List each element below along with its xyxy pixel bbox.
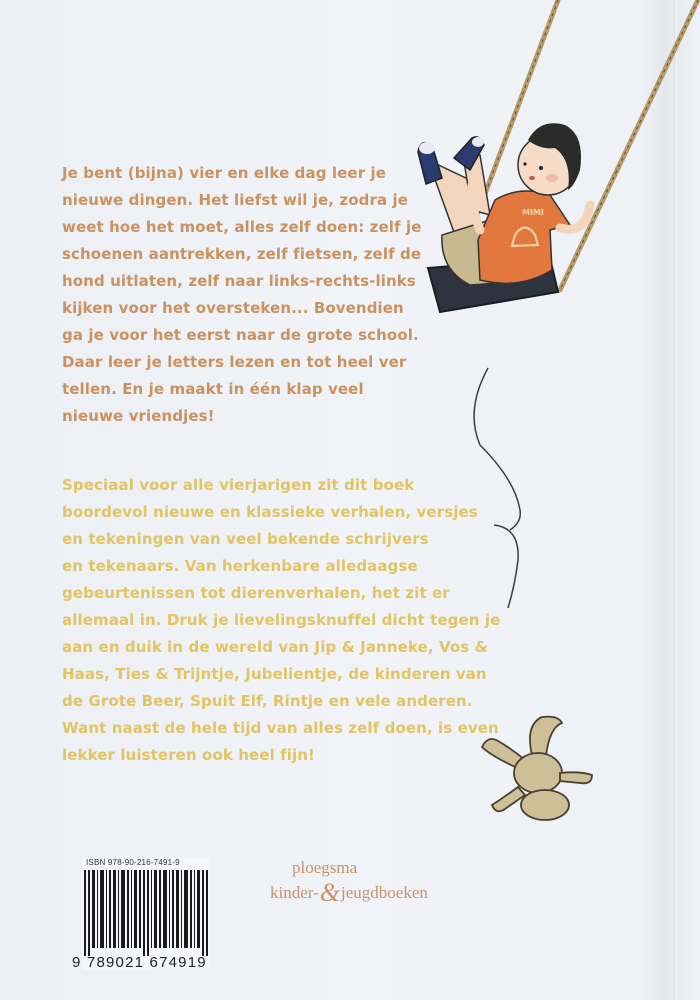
- blurb-line: tellen. En je maakt in één klap veel: [62, 380, 364, 398]
- blurb-line: Want naast de hele tijd van alles zelf doen, is even: [62, 719, 499, 737]
- blurb-line: ga je voor het eerst naar de grote school.: [62, 326, 419, 344]
- blurb-line: aan en duik in de wereld van Jip & Janneke, Vos &: [62, 638, 488, 656]
- blurb-line: boordevol nieuwe en klassieke verhalen, versjes: [62, 503, 478, 521]
- blurb-line: allemaal in. Druk je lievelingsknuffel dicht tegen je: [62, 611, 501, 629]
- blurb-line: Je bent (bijna) vier en elke dag leer je: [62, 164, 387, 182]
- isbn-label: ISBN 978-90-216-7491-9: [86, 858, 180, 867]
- ampersand-glyph: &: [319, 878, 340, 907]
- blurb-line: en tekeningen van veel bekende schrijvers: [62, 530, 429, 548]
- shirt-logo-text: MIMI: [522, 208, 544, 217]
- publisher-imprint: [270, 878, 428, 908]
- falling-string-line: [460, 350, 560, 630]
- blurb-paragraph-2: [62, 472, 501, 769]
- blurb-line: weet hoe het moet, alles zelf doen: zelf je: [62, 218, 422, 236]
- barcode-icon: [84, 870, 208, 956]
- isbn-digits: 9 789021 674919: [72, 954, 207, 971]
- publisher-imprint-part1: kinder-: [270, 883, 319, 902]
- swing-rope-right: [560, 0, 698, 290]
- blurb-line: Haas, Ties & Trijntje, Jubelientje, de kinderen van: [62, 665, 487, 683]
- blurb-line: schoenen aantrekken, zelf fietsen, zelf de: [62, 245, 422, 263]
- publisher-name: ploegsma: [292, 858, 358, 877]
- blurb-line: Daar leer je letters lezen en tot heel ver: [62, 353, 407, 371]
- orange-shirt: [478, 191, 570, 283]
- blurb-line: gebeurtenissen tot dierenverhalen, het zit er: [62, 584, 450, 602]
- blurb-line: nieuwe vriendjes!: [62, 407, 215, 425]
- blurb-line: lekker luisteren ook heel fijn!: [62, 746, 315, 764]
- publisher-imprint-part2: jeugdboeken: [341, 883, 428, 902]
- blurb-line: hond uitlaten, zelf naar links-rechts-links: [62, 272, 416, 290]
- blurb-paragraph-1: [62, 160, 462, 430]
- blurb-line: Speciaal voor alle vierjarigen zit dit boek: [62, 476, 415, 494]
- blurb-line: de Grote Beer, Spuit Elf, Rintje en vele anderen.: [62, 692, 473, 710]
- blurb-line: en tekenaars. Van herkenbare alledaagse: [62, 557, 418, 575]
- blurb-line: kijken voor het oversteken... Bovendien: [62, 299, 404, 317]
- blurb-line: nieuwe dingen. Het liefst wil je, zodra je: [62, 191, 409, 209]
